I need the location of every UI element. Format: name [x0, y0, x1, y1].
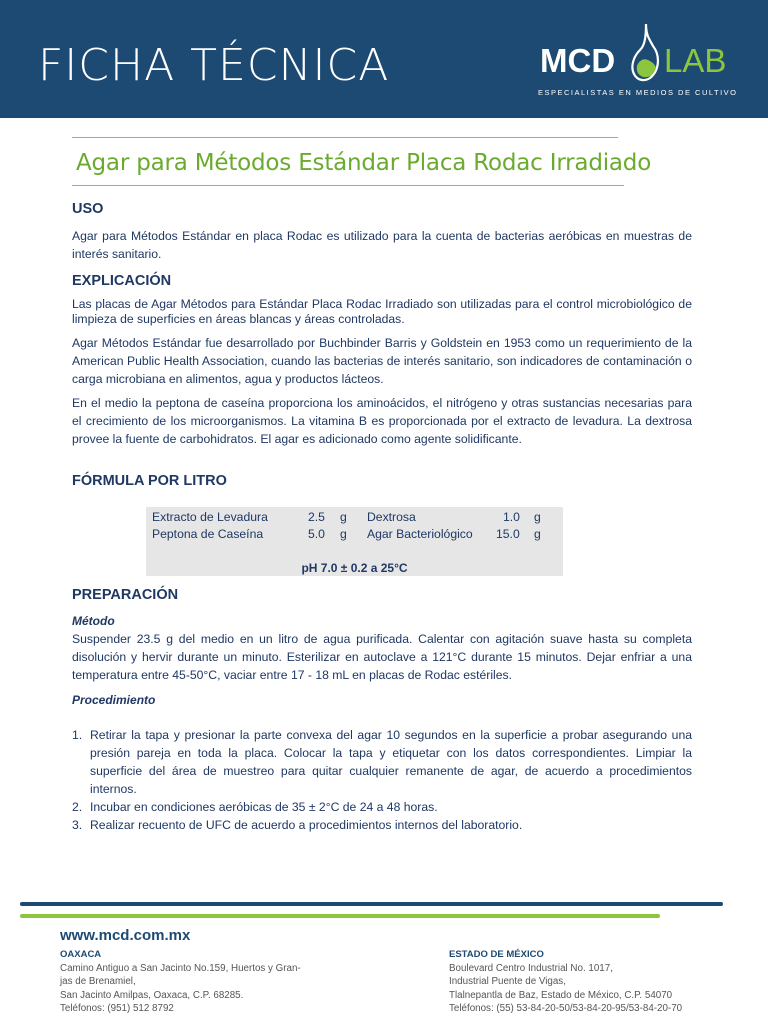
- formula-ingredient: Agar Bacteriológico: [367, 527, 473, 541]
- explicacion-paragraph-3: En el medio la peptona de caseína proporciona los aminoácidos, el nitrógeno y otras sustancias necesarias para el crecimiento de los microorganismos. La vitamina B es proporcionada por el extracto de levadura. La dextrosa provee la fuente de carbohidratos. El agar es adicionado como agente solidificante.: [72, 396, 692, 446]
- footer-address-oaxaca: [60, 948, 360, 1016]
- formula-quantity: 1.0: [503, 510, 520, 524]
- list-item-text: Retirar la tapa y presionar la parte convexa del agar 10 segundos en la superficie a probar asegurando una presión pareja en toda la placa. Colocar la tapa y etiquetar con los datos correspondientes. Limpiar la superficie del área de muestreo para quitar cualquier remanente de agar, de acuerdo a procedimientos internos.: [90, 728, 692, 796]
- header-banner: [0, 0, 768, 118]
- title-top-rule: [72, 137, 618, 138]
- list-item-number: 1.: [72, 728, 83, 742]
- company-logo: [538, 30, 738, 100]
- footer-rule-green: [20, 914, 660, 918]
- list-item-text: Realizar recuento de UFC de acuerdo a procedimientos internos del laboratorio.: [90, 818, 523, 832]
- procedimiento-label: Procedimiento: [72, 693, 156, 707]
- logo-tagline: ESPECIALISTAS EN MEDIOS DE CULTIVO: [538, 88, 738, 97]
- logo-text-lab: LAB: [664, 42, 727, 79]
- formula-quantity: 2.5: [308, 510, 325, 524]
- formula-unit: g: [340, 510, 347, 524]
- list-item-number: 2.: [72, 800, 83, 814]
- explicacion-paragraph-1: Las placas de Agar Métodos para Estándar Placa Rodac Irradiado son utilizadas para el control microbiológico de limpieza de superficies en áreas blancas y áreas controladas.: [72, 297, 692, 326]
- formula-unit: g: [534, 510, 541, 524]
- document-title: Agar para Métodos Estándar Placa Rodac Irradiado: [76, 150, 652, 176]
- section-heading-explicacion: EXPLICACIÓN: [72, 273, 172, 289]
- list-item: [72, 798, 692, 816]
- section-heading-preparacion: PREPARACIÓN: [72, 587, 179, 603]
- formula-quantity: 5.0: [308, 527, 325, 541]
- formula-ingredient: Dextrosa: [367, 510, 416, 524]
- explicacion-paragraph-2: Agar Métodos Estándar fue desarrollado por Buchbinder Barris y Goldstein en 1953 como un requerimiento de la American Public Health Association, cuando las bacterias de interés sanitario, son indicadores de contaminación o carga microbiana en alimentos, agua y productos lácteos.: [72, 336, 692, 386]
- footer-line: Teléfonos: (55) 53-84-20-50/53-84-20-95/53-84-20-70: [449, 1003, 683, 1014]
- metodo-text: Suspender 23.5 g del medio en un litro de agua purificada. Calentar con agitación suave hasta su completa disolución y hervir durante un minuto. Esterilizar en autoclave a 121°C durante 15 minutos. Dejar enfriar a una temperatura entre 45-50°C, vaciar entre 17 - 18 mL en placas de Rodac estériles.: [72, 632, 692, 682]
- list-item: [72, 816, 692, 834]
- formula-ingredient: Extracto de Levadura: [152, 510, 268, 524]
- uso-text: Agar para Métodos Estándar en placa Rodac es utilizado para la cuenta de bacterias aeróbicas en muestras de interés sanitario.: [72, 229, 692, 261]
- section-heading-uso: USO: [72, 201, 104, 217]
- title-bottom-rule: [72, 185, 624, 186]
- flask-icon: [628, 22, 664, 84]
- footer-line: jas de Brenamiel,: [60, 976, 136, 987]
- formula-table: [146, 507, 563, 576]
- formula-ph: pH 7.0 ± 0.2 a 25°C: [301, 561, 408, 575]
- logo-text-mcd: MCD: [540, 42, 616, 79]
- website-link[interactable]: www.mcd.com.mx: [60, 927, 191, 944]
- metodo-label: Método: [72, 614, 115, 628]
- footer-line: Boulevard Centro Industrial No. 1017,: [449, 962, 613, 974]
- footer-heading: ESTADO DE MÉXICO: [449, 949, 544, 960]
- footer-address-mexico: [449, 948, 759, 1016]
- footer-rule-blue: [20, 902, 723, 906]
- footer-line: Industrial Puente de Vigas,: [449, 976, 566, 987]
- section-heading-formula: FÓRMULA POR LITRO: [72, 473, 227, 489]
- formula-ingredient: Peptona de Caseína: [152, 527, 264, 541]
- footer-line: Camino Antiguo a San Jacinto No.159, Huertos y Gran-: [60, 962, 301, 974]
- formula-unit: g: [534, 527, 541, 541]
- formula-quantity: 15.0: [496, 527, 520, 541]
- footer-line: San Jacinto Amilpas, Oaxaca, C.P. 68285.: [60, 989, 244, 1001]
- formula-unit: g: [340, 527, 347, 541]
- list-item-number: 3.: [72, 818, 83, 832]
- footer-heading: OAXACA: [60, 949, 102, 960]
- page-title: FICHA TÉCNICA: [38, 40, 390, 91]
- list-item-text: Incubar en condiciones aeróbicas de 35 ± 2°C de 24 a 48 horas.: [90, 800, 438, 814]
- list-item: [72, 726, 692, 798]
- procedure-list: [72, 726, 692, 834]
- footer-line: Tlalnepantla de Baz, Estado de México, C.P. 54070: [449, 989, 673, 1001]
- footer-line: Teléfonos: (951) 512 8792: [60, 1003, 174, 1014]
